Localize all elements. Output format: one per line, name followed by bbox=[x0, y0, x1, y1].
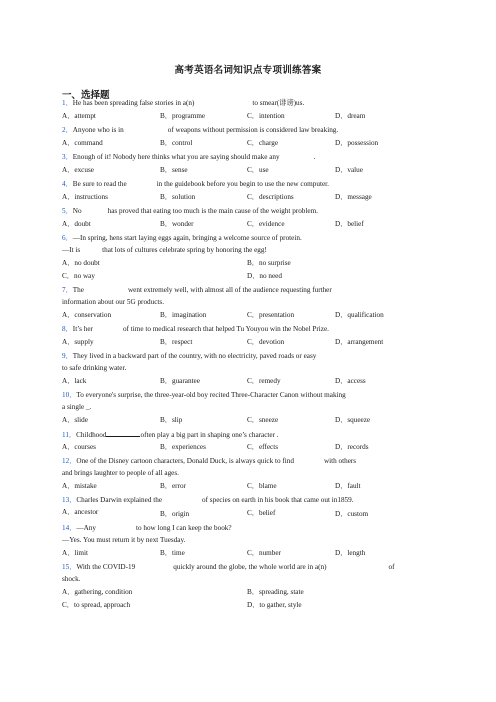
option-d[interactable]: D．squeeze bbox=[335, 416, 371, 424]
question-6: 6．—In spring, hens start laying eggs again, bringing a welcome source of protein. bbox=[62, 234, 302, 242]
option-b[interactable]: B．slip bbox=[160, 416, 183, 424]
question-9: 9．They lived in a backward part of the country, with no electricity, paved roads or easy bbox=[62, 352, 317, 360]
option-a[interactable]: A．conservation bbox=[62, 311, 112, 319]
page-title: 高考英语名词知识点专项训练答案 bbox=[174, 66, 322, 76]
option-a[interactable]: A．gathering, condition bbox=[62, 588, 133, 596]
question-8: 8．It’s her of time to medical research that helped Tu Youyou win the Nobel Prize. bbox=[62, 325, 329, 333]
option-d[interactable]: D．dream bbox=[335, 112, 366, 120]
option-b[interactable]: B．solution bbox=[160, 193, 196, 201]
option-d[interactable]: D．qualification bbox=[335, 311, 384, 319]
option-a[interactable]: A．ancestor bbox=[62, 508, 99, 516]
option-b[interactable]: B．origin bbox=[160, 510, 190, 518]
option-b[interactable]: B．sense bbox=[160, 166, 188, 174]
question-7: 7．The went extremely well, with almost all of the audience requesting further bbox=[62, 286, 332, 294]
option-d[interactable]: D．custom bbox=[335, 510, 369, 518]
option-d[interactable]: D．no need bbox=[247, 272, 282, 280]
answer-blank bbox=[106, 430, 140, 437]
question-12-line2: and brings laughter to people of all ages. bbox=[62, 469, 179, 477]
question-10: 10．To everyone's surprise, the three-year-old boy recited Three-Character Canon without making bbox=[62, 391, 346, 399]
question-14: 14．—Any to how long I can keep the book? bbox=[62, 524, 232, 532]
option-b[interactable]: B．spreading, state bbox=[247, 588, 304, 596]
option-a[interactable]: A．excuse bbox=[62, 166, 94, 174]
option-b[interactable]: B．imagination bbox=[160, 311, 207, 319]
option-c[interactable]: C．evidence bbox=[247, 220, 285, 228]
option-c[interactable]: C．to spread, approach bbox=[62, 601, 131, 609]
option-d[interactable]: D．possession bbox=[335, 139, 379, 147]
option-b[interactable]: B．respect bbox=[160, 338, 193, 346]
question-6-line2: —It is that lots of cultures celebrate spring by honoring the egg! bbox=[62, 246, 267, 254]
option-c[interactable]: C．presentation bbox=[247, 311, 295, 319]
option-d[interactable]: D．belief bbox=[335, 220, 364, 228]
question-12: 12．One of the Disney cartoon characters, Donald Duck, is always quick to find with others bbox=[62, 457, 357, 465]
option-c[interactable]: C．sneeze bbox=[247, 416, 279, 424]
option-a[interactable]: A．lack bbox=[62, 377, 87, 385]
option-c[interactable]: C．number bbox=[247, 549, 281, 557]
option-a[interactable]: A．doubt bbox=[62, 220, 91, 228]
option-d[interactable]: D．to gather, style bbox=[247, 601, 302, 609]
option-b[interactable]: B．wonder bbox=[160, 220, 194, 228]
question-number: 1． bbox=[62, 99, 73, 107]
option-c[interactable]: C．charge bbox=[247, 139, 279, 147]
question-9-line2: to safe drinking water. bbox=[62, 364, 127, 372]
option-d[interactable]: D．fault bbox=[335, 482, 361, 490]
question-4: 4．Be sure to read the in the guidebook before you begin to use the new computer. bbox=[62, 180, 329, 188]
question-1: 1．He has been spreading false stories in a(n) to smear(诽谤)us. bbox=[62, 99, 305, 107]
option-b[interactable]: B．guarantee bbox=[160, 377, 200, 385]
option-c[interactable]: C．blame bbox=[247, 482, 277, 490]
question-7-line2: information about our 5G products. bbox=[62, 298, 165, 306]
option-a[interactable]: A．instructions bbox=[62, 193, 108, 201]
option-b[interactable]: B．no surprise bbox=[247, 259, 291, 267]
section-heading: 一、选择题 bbox=[62, 91, 110, 101]
option-c[interactable]: C．no way bbox=[62, 272, 95, 280]
option-d[interactable]: D．access bbox=[335, 377, 366, 385]
option-b[interactable]: B．programme bbox=[160, 112, 206, 120]
option-d[interactable]: D．arrangement bbox=[335, 338, 384, 346]
option-c[interactable]: C．effects bbox=[247, 443, 279, 451]
question-11: 11．Childhood often play a big part in shaping one’s character . bbox=[62, 431, 279, 439]
question-15-line2: shock. bbox=[62, 575, 81, 583]
option-b[interactable]: B．error bbox=[160, 482, 186, 490]
option-b[interactable]: B．time bbox=[160, 549, 185, 557]
option-d[interactable]: D．value bbox=[335, 166, 363, 174]
option-a[interactable]: A．courses bbox=[62, 443, 96, 451]
option-a[interactable]: A．limit bbox=[62, 549, 88, 557]
question-15: 15．With the COVID-19 quickly around the globe, the whole world are in a(n) of bbox=[62, 563, 395, 571]
question-2: 2．Anyone who is in of weapons without permission is considered law breaking. bbox=[62, 126, 339, 134]
question-10-line2: a single _. bbox=[62, 403, 92, 411]
question-14-line2: —Yes. You must return it by next Tuesday. bbox=[62, 536, 186, 544]
option-c[interactable]: C．devotion bbox=[247, 338, 285, 346]
option-a[interactable]: A．supply bbox=[62, 338, 94, 346]
option-a[interactable]: A．command bbox=[62, 139, 103, 147]
option-d[interactable]: D．records bbox=[335, 443, 369, 451]
option-d[interactable]: D．length bbox=[335, 549, 366, 557]
option-a[interactable]: A．attempt bbox=[62, 112, 96, 120]
option-b[interactable]: B．control bbox=[160, 139, 193, 147]
option-c[interactable]: C．remedy bbox=[247, 377, 281, 385]
option-c[interactable]: C．use bbox=[247, 166, 269, 174]
question-5: 5．No has proved that eating too much is the main cause of the weight problem. bbox=[62, 207, 318, 215]
option-c[interactable]: C．belief bbox=[247, 509, 276, 517]
option-d[interactable]: D．message bbox=[335, 193, 372, 201]
option-a[interactable]: A．no doubt bbox=[62, 259, 100, 267]
question-3: 3．Enough of it! Nobody here thinks what you are saying should make any . bbox=[62, 153, 316, 161]
option-b[interactable]: B．experiences bbox=[160, 443, 206, 451]
option-a[interactable]: A．slide bbox=[62, 416, 88, 424]
option-a[interactable]: A．mistake bbox=[62, 482, 97, 490]
question-13: 13．Charles Darwin explained the of species on earth in his book that came out in1859. bbox=[62, 496, 354, 504]
option-c[interactable]: C．intention bbox=[247, 112, 285, 120]
option-c[interactable]: C．descriptions bbox=[247, 193, 294, 201]
